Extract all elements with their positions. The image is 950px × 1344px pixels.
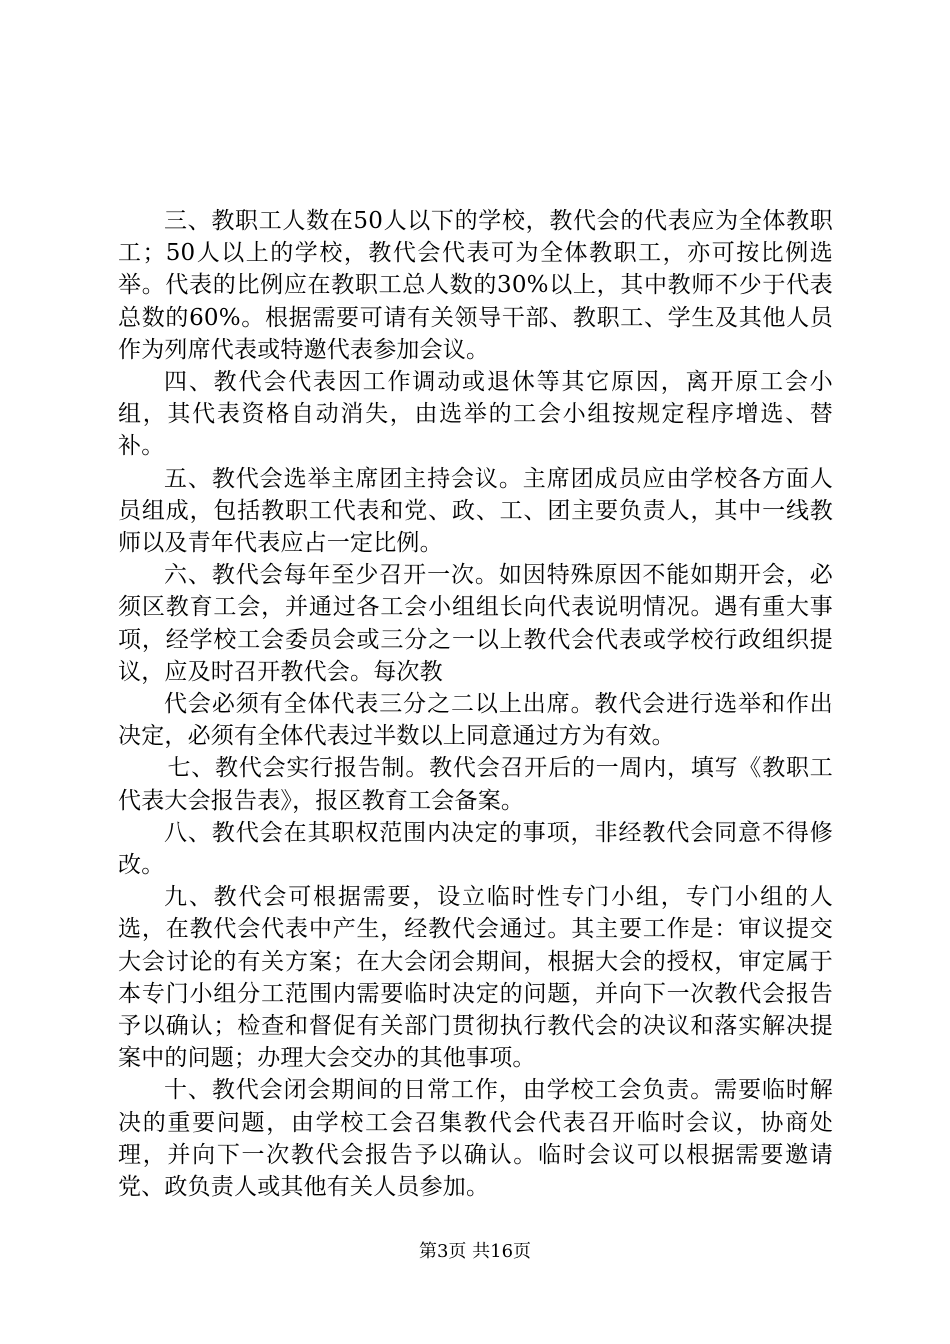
paragraph-article-3: 三、教职工人数在50人以下的学校，教代会的代表应为全体教职工；50人以上的学校，教代会代表可为全体教职工，亦可按比例选举。代表的比例应在教职工总人数的30%以上，其中教师不少于代表总数的60%。根据需要可请有关领导干部、教职工、学生及其他人员作为列席代表或特邀代表参加会议。 [118, 208, 833, 363]
page-number-footer: 第3页 共16页 [418, 1241, 532, 1262]
paragraph-article-9: 九、教代会可根据需要，设立临时性专门小组，专门小组的人选，在教代会代表中产生，经教代会通过。其主要工作是：审议提交大会讨论的有关方案；在大会闭会期间，根据大会的授权，审定属于本专门小组分工范围内需要临时决定的问题，并向下一次教代会报告予以确认；检查和督促有关部门贯彻执行教代会的决议和落实解决提案中的问题；办理大会交办的其他事项。 [118, 884, 833, 1072]
paragraph-article-10: 十、教代会闭会期间的日常工作，由学校工会负责。需要临时解决的重要问题，由学校工会召集教代会代表召开临时会议，协商处理，并向下一次教代会报告予以确认。临时会议可以根据需要邀请党、政负责人或其他有关人员参加。 [118, 1077, 833, 1201]
document-body [118, 205, 833, 1203]
paragraph-article-7: 七、教代会实行报告制。教代会召开后的一周内，填写《教职工代表大会报告表》，报区教育工会备案。 [118, 755, 833, 814]
paragraph-article-6: 六、教代会每年至少召开一次。如因特殊原因不能如期开会，必须区教育工会，并通过各工会小组组长向代表说明情况。遇有重大事项，经学校工会委员会或三分之一以上教代会代表或学校行政组织提议，应及时召开教代会。每次教 [118, 562, 833, 685]
paragraph-article-5: 五、教代会选举主席团主持会议。主席团成员应由学校各方面人员组成，包括教职工代表和党、政、工、团主要负责人，其中一线教师以及青年代表应占一定比例。 [118, 465, 833, 557]
paragraph-article-6-continued: 代会必须有全体代表三分之二以上出席。教代会进行选举和作出决定，必须有全体代表过半数以上同意通过方为有效。 [118, 691, 833, 750]
paragraph-article-4: 四、教代会代表因工作调动或退休等其它原因，离开原工会小组，其代表资格自动消失，由选举的工会小组按规定程序增选、替补。 [118, 369, 833, 460]
paragraph-article-8: 八、教代会在其职权范围内决定的事项，非经教代会同意不得修改。 [118, 819, 833, 879]
